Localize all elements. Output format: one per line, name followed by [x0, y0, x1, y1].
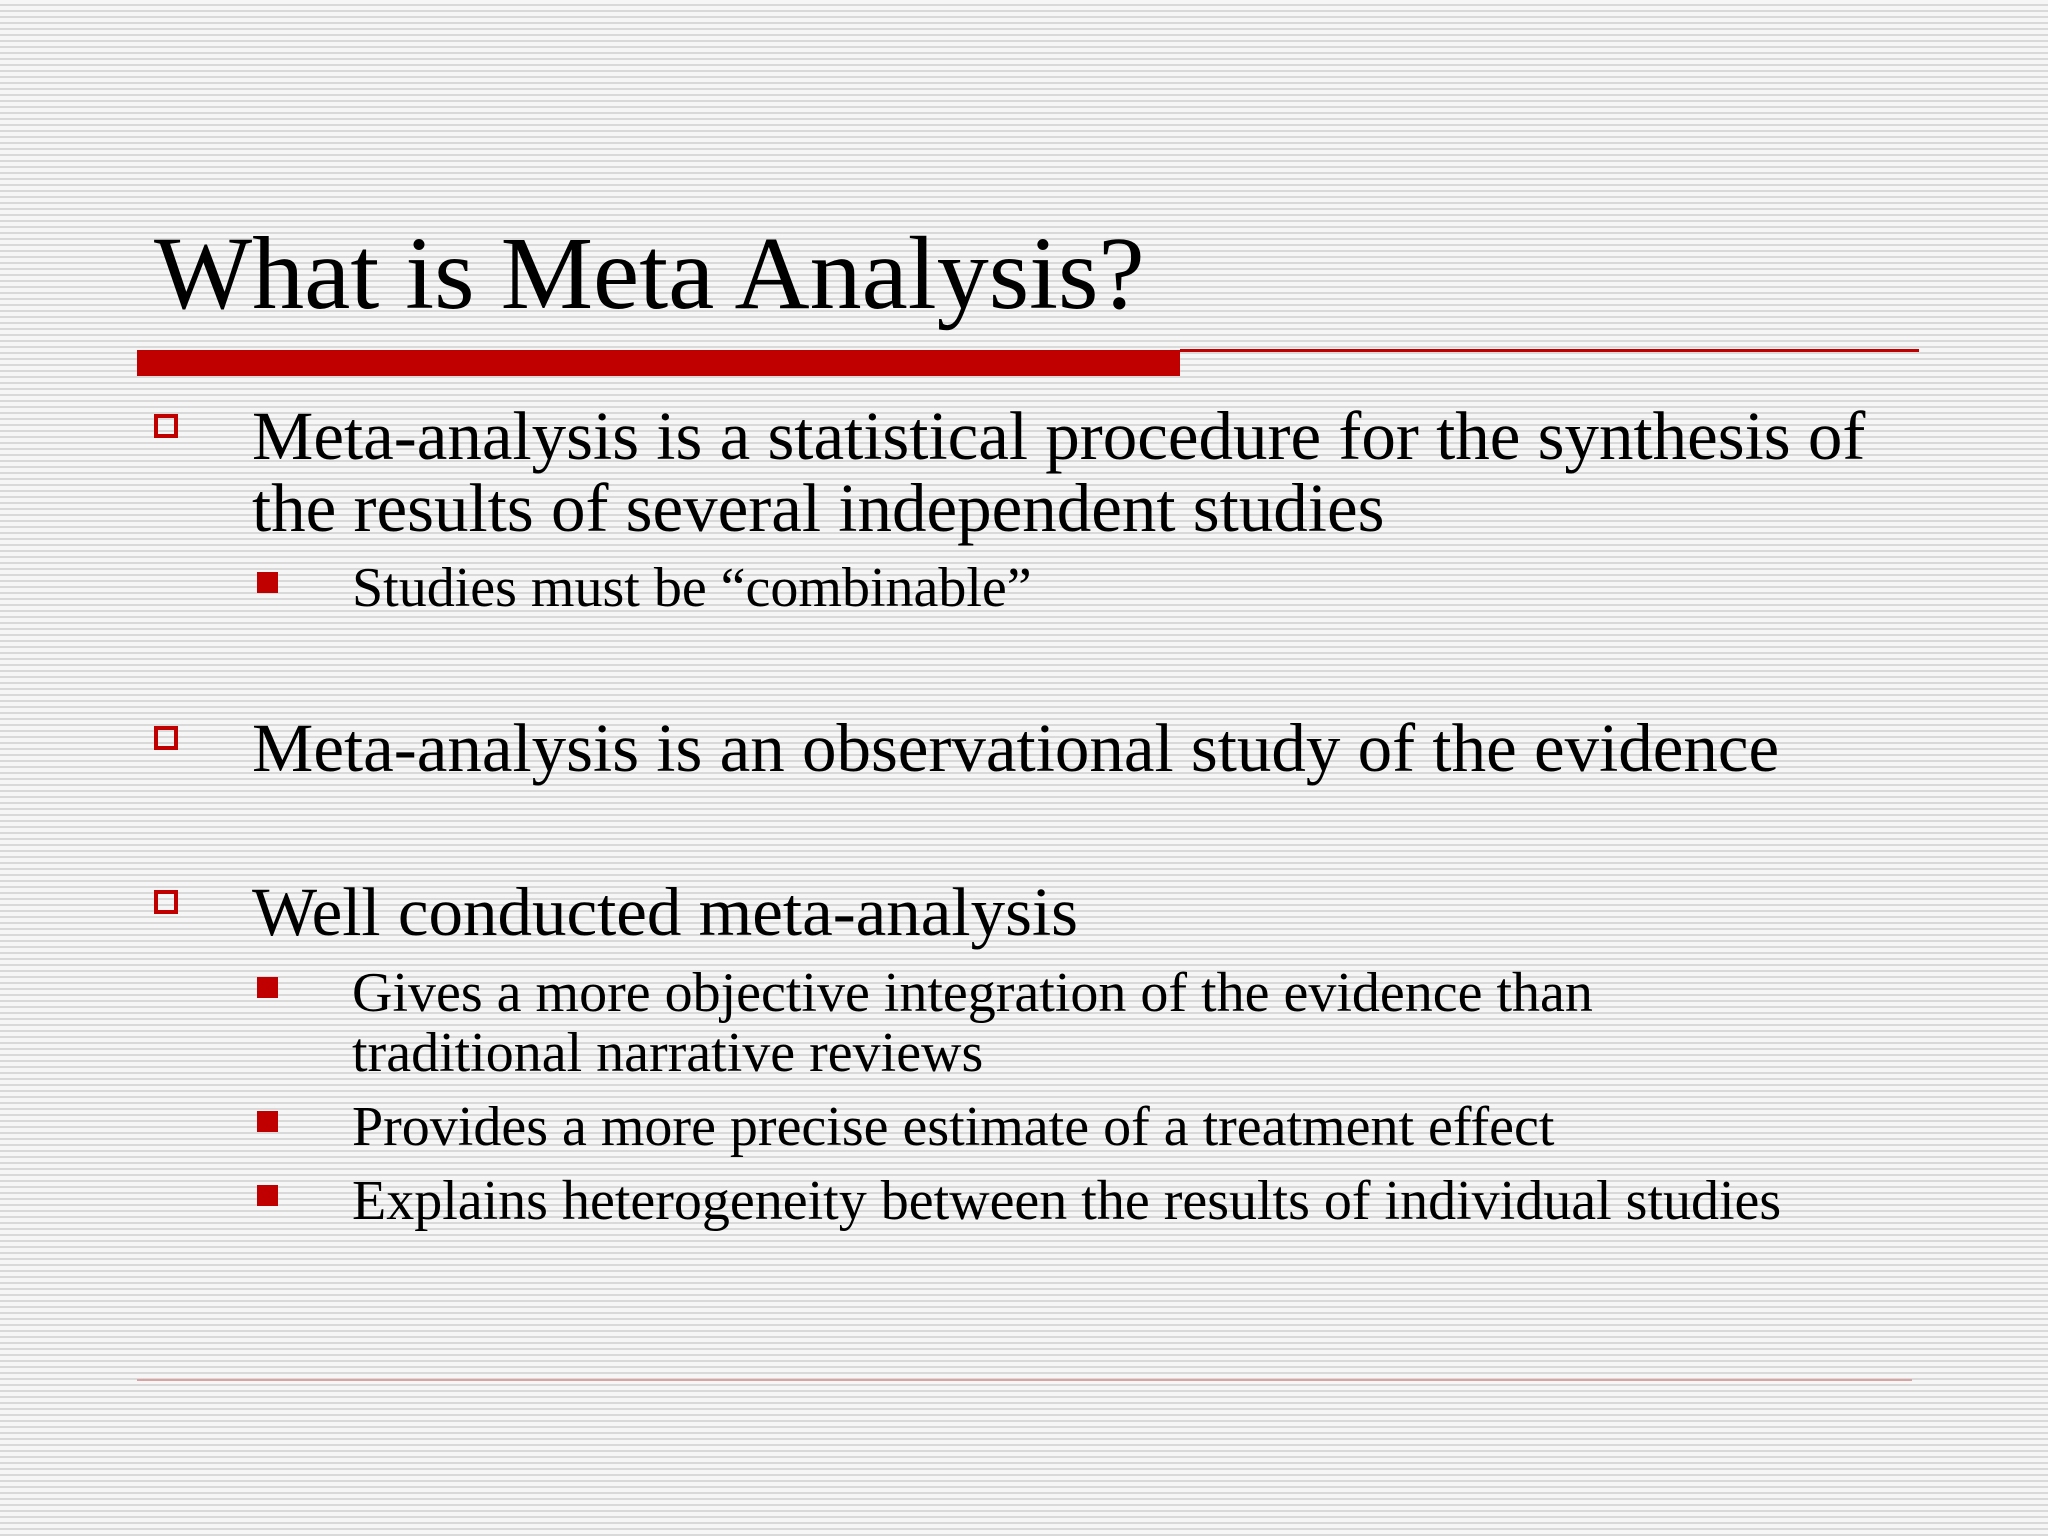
bullet-3-sub-1: Gives a more objective integration of the evidence than traditional narrative reviews: [352, 962, 1593, 1084]
slide-title: What is Meta Analysis?: [154, 216, 1145, 331]
bullet-2-text: Meta-analysis is an observational study of the evidence: [252, 710, 1780, 786]
hollow-square-bullet-icon: [154, 890, 178, 914]
bullet-3-text: Well conducted meta-analysis: [252, 874, 1078, 950]
title-underline-thick: [137, 350, 1180, 376]
bullet-3-sub-2: Provides a more precise estimate of a treatment effect: [352, 1096, 1555, 1158]
filled-square-bullet-icon: [257, 1111, 278, 1132]
hollow-square-bullet-icon: [154, 414, 178, 438]
footer-divider: [137, 1379, 1912, 1381]
filled-square-bullet-icon: [257, 1185, 278, 1206]
bullet-1-sub-1: Studies must be “combinable”: [352, 557, 1032, 619]
bullet-1-text: Meta-analysis is a statistical procedure for the synthesis of the results of several independent studies: [252, 398, 1866, 546]
title-underline-thin: [1180, 349, 1919, 352]
bullet-3-sub-3: Explains heterogeneity between the results of individual studies: [352, 1170, 1782, 1232]
filled-square-bullet-icon: [257, 572, 278, 593]
filled-square-bullet-icon: [257, 977, 278, 998]
hollow-square-bullet-icon: [154, 726, 178, 750]
